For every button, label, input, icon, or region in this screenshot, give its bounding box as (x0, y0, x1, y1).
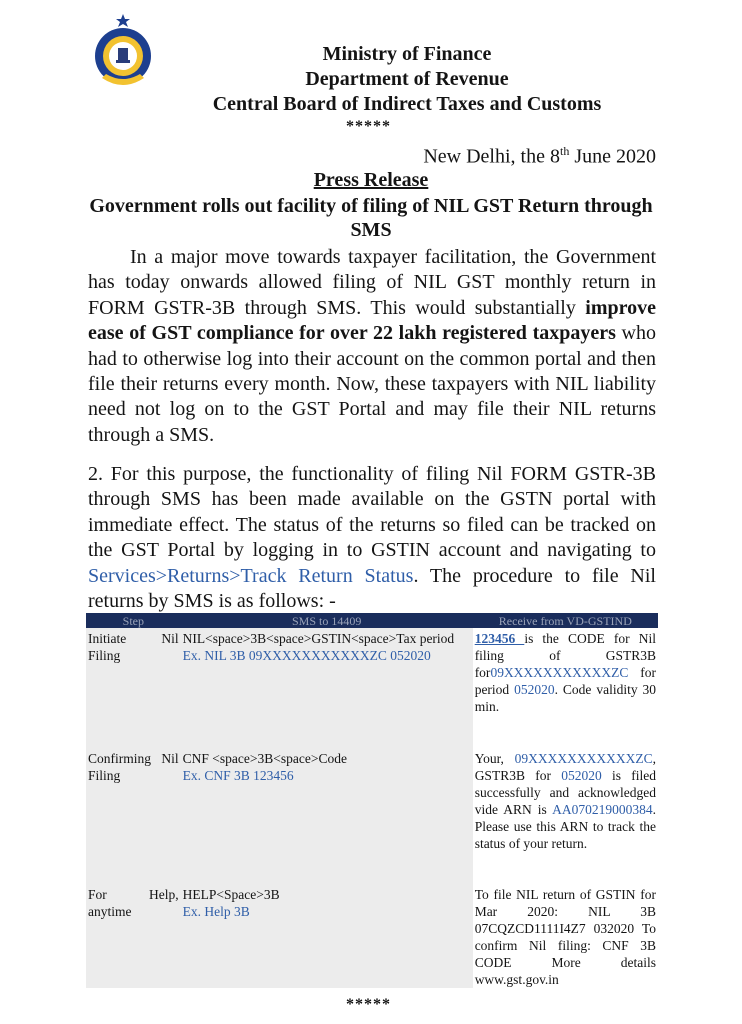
header-step: Step (86, 613, 181, 628)
dateline: New Delhi, the 8th June 2020 (423, 144, 656, 168)
sms-cell: CNF <space>3B<space>Code Ex. CNF 3B 123456 (181, 748, 473, 884)
department-title: Department of Revenue (305, 68, 509, 90)
ministry-title: Ministry of Finance (322, 43, 492, 65)
table-row (86, 628, 658, 748)
press-release-label: Press Release (313, 169, 429, 191)
headline: Government rolls out facility of filing of NIL GST Return through SMS (89, 195, 653, 241)
paragraph-2: 2. For this purpose, the functionality of filing Nil FORM GSTR-3B through SMS has been made available on the GSTN portal with immediate effect. The status of the returns so filed can be tracked on the GST Portal by logging in to GSTIN account and navigating to Services>Returns>Track Return Status. The procedure to file Nil returns by SMS is as follows: - (88, 463, 656, 613)
sms-cell: NIL<space>3B<space>GSTIN<space>Tax period Ex. NIL 3B 09XXXXXXXXXXXZC 052020 (181, 628, 473, 748)
header-receive-from: Receive from VD-GSTIND (473, 613, 658, 628)
footer-separator: ***** (346, 996, 391, 1013)
step-cell: Initiate Nil Filing (86, 628, 181, 748)
table-row (86, 748, 658, 884)
sms-example: Ex. Help 3B (182, 904, 250, 919)
paragraph-1: In a major move towards taxpayer facilitation, the Government has today onwards allowed filing of NIL GST monthly return in FORM GSTR-3B through SMS. This would substantially improve ease of GST compliance for over 22 lakh registered taxpayers who had to otherwise log into their account on the common portal and then file their returns every month. Now, these taxpayers with NIL liability need not log on to the GST Portal and may file their NIL returns through a SMS. (88, 246, 656, 446)
table-row (86, 884, 658, 988)
table-header-row (86, 613, 658, 628)
step-cell: Confirming Nil Filing (86, 748, 181, 884)
step-cell: For Help, anytime (86, 884, 181, 988)
letterhead (0, 42, 742, 117)
receive-cell: 123456 is the CODE for Nil filing of GSTR3B for09XXXXXXXXXXXZC for period 052020. Code validity 30 min. (473, 628, 658, 748)
header-separator: ***** (346, 118, 391, 135)
header-sms-to: SMS to 14409 (181, 613, 473, 628)
sms-example: Ex. CNF 3B 123456 (182, 768, 294, 783)
track-return-status-path: Services>Returns>Track Return Status (88, 564, 414, 587)
board-title: Central Board of Indirect Taxes and Customs (212, 93, 602, 115)
sms-procedure-table (86, 613, 658, 988)
receive-cell: Your, 09XXXXXXXXXXXZC, GSTR3B for 052020 is filed successfully and acknowledged vide ARN is AA070219000384. Please use this ARN to track the status of your return. (473, 748, 658, 884)
sms-cell: HELP<Space>3B Ex. Help 3B (181, 884, 473, 988)
sms-example: Ex. NIL 3B 09XXXXXXXXXXXZC 052020 (182, 648, 431, 663)
receive-cell: To file NIL return of GSTIN for Mar 2020: NIL 3B 07CQZCD1111I4Z7 032020 To confirm Nil filing: CNF 3B CODE More details www.gst.gov.in (473, 884, 658, 988)
